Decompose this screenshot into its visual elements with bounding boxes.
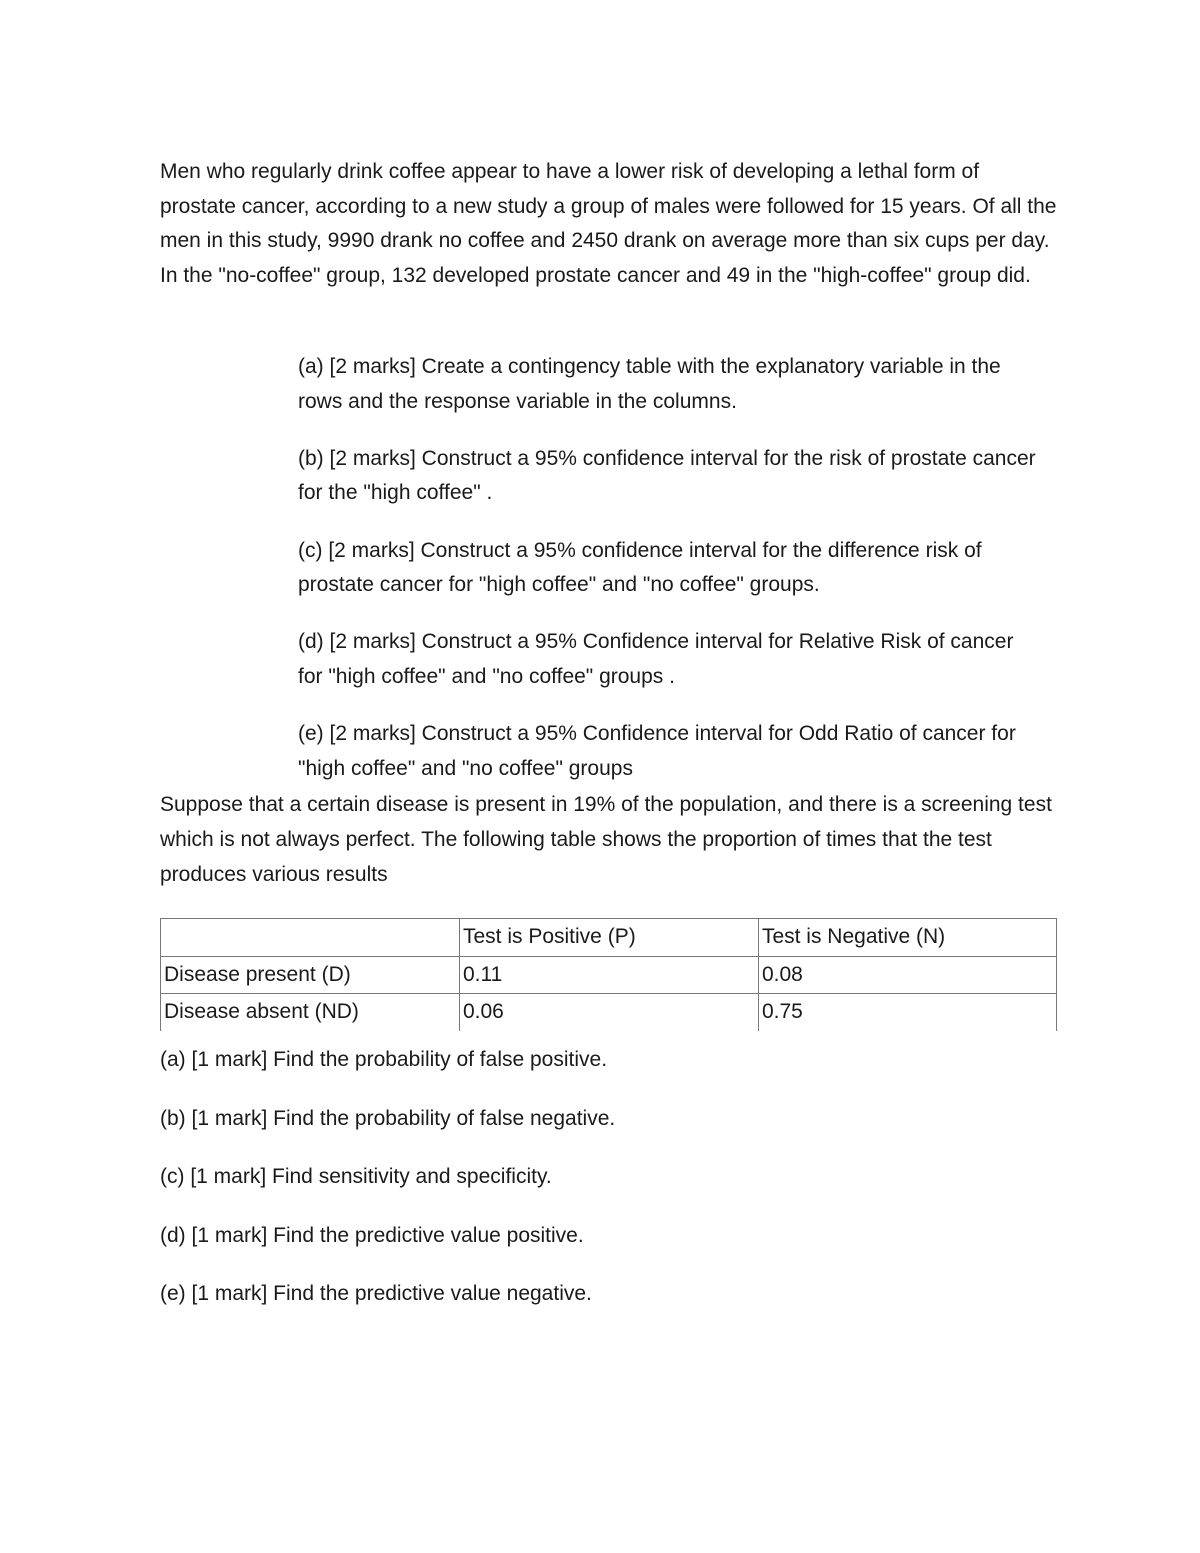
table-header-row (161, 919, 1057, 957)
coffee-questions-list (298, 350, 1038, 786)
table-cell: 0.06 (459, 994, 758, 1031)
list-item: (e) [1 mark] Find the predictive value negative. (160, 1282, 592, 1306)
list-item: (d) [1 mark] Find the predictive value positive. (160, 1223, 584, 1247)
table-row (161, 994, 1057, 1031)
table-cell: 0.11 (459, 956, 758, 994)
list-item: (e) [2 marks] Construct a 95% Confidence interval for Odd Ratio of cancer for "high coffee" and "no coffee" groups (298, 722, 1016, 780)
table-cell (161, 919, 460, 957)
list-item: (b) [1 mark] Find the probability of false negative. (160, 1106, 616, 1130)
screening-paragraph: Suppose that a certain disease is present in 19% of the population, and there is a screening test which is not always perfect. The following table shows the proportion of times that the test produces various results (160, 793, 1052, 886)
screening-questions-list (160, 1043, 1060, 1336)
table-cell: Test is Negative (N) (758, 919, 1056, 957)
table-cell: Test is Positive (P) (459, 919, 758, 957)
table-cell: Disease present (D) (161, 956, 460, 994)
table-row (161, 956, 1057, 994)
table-cell: Disease absent (ND) (161, 994, 460, 1031)
list-item: (b) [2 marks] Construct a 95% confidence interval for the risk of prostate cancer for the "high coffee" . (298, 446, 1036, 505)
list-item: (a) [2 marks] Create a contingency table with the explanatory variable in the rows and the response variable in the columns. (298, 355, 1001, 413)
screening-results-table (160, 918, 1057, 1031)
table-cell: 0.75 (758, 994, 1056, 1031)
list-item: (c) [1 mark] Find sensitivity and specificity. (160, 1165, 552, 1189)
list-item: (c) [2 marks] Construct a 95% confidence interval for the difference risk of prostate cancer for "high coffee" and "no coffee" groups. (298, 538, 982, 597)
intro-paragraph: Men who regularly drink coffee appear to have a lower risk of developing a lethal form of prostate cancer, according to a new study a group of males were followed for 15 years. Of all the men in this study, 9990 drank no coffee and 2450 drank on average more than six cups per day. In the "no-coffee" group, 132 developed prostate cancer and 49 in the "high-coffee" group did. (160, 160, 1057, 287)
list-item: (d) [2 marks] Construct a 95% Confidence interval for Relative Risk of cancer for "high coffee" and "no coffee" groups . (298, 630, 1014, 688)
list-item: (a) [1 mark] Find the probability of false positive. (160, 1048, 608, 1071)
table-cell: 0.08 (758, 956, 1056, 994)
